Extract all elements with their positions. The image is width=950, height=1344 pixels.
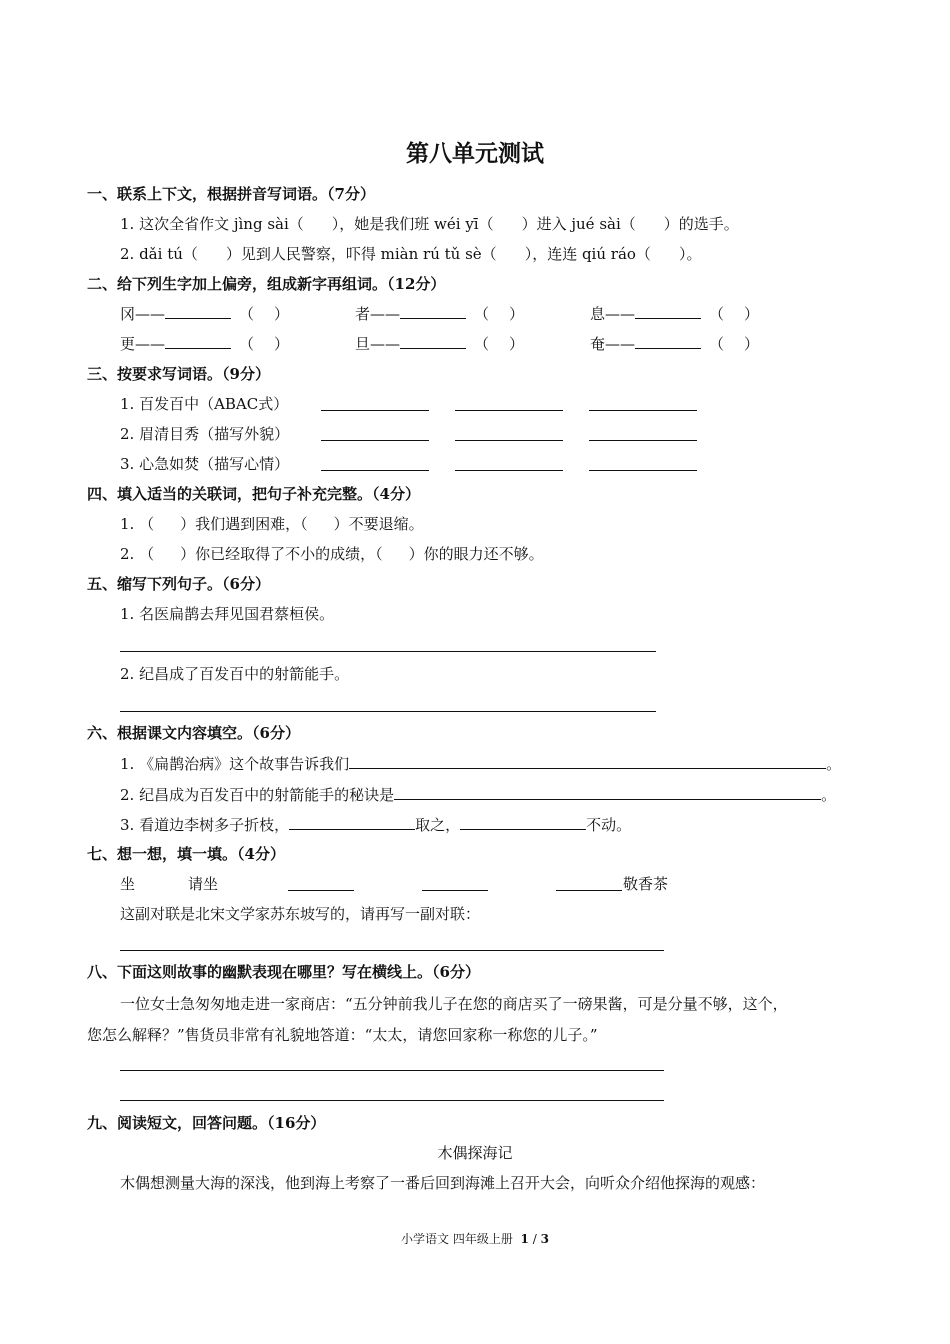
answer-line[interactable]	[120, 1100, 664, 1101]
couplet-word-2: 请坐	[188, 875, 219, 893]
s1-q1-part-b: ），她是我们班 wéi yī（	[331, 215, 494, 233]
s4-q1-part-c: ）不要退缩。	[333, 515, 424, 533]
answer-line[interactable]	[589, 440, 697, 441]
answer-line[interactable]	[321, 410, 429, 411]
s2-item	[590, 334, 759, 354]
s8-paragraph-line-1: 一位女士急匆匆地走进一家商店：“五分钟前我儿子在您的商店买了一磅果酱，可是分量不够，这个，	[120, 995, 788, 1013]
s1-q2-part-c: ），连连 qiú ráo（	[524, 245, 651, 263]
answer-line[interactable]	[120, 651, 656, 652]
s6-q3-mid: 取之，	[415, 816, 461, 834]
answer-line[interactable]	[556, 890, 622, 891]
section-1-heading: 一、联系上下文，根据拼音写词语。（7分）	[87, 185, 375, 203]
answer-blank[interactable]	[635, 334, 701, 349]
answer-blank[interactable]	[165, 334, 231, 349]
s7-note: 这副对联是北宋文学家苏东坡写的，请再写一副对联：	[120, 905, 481, 923]
section-4-heading: 四、填入适当的关联词，把句子补充完整。（4分）	[87, 485, 420, 503]
s6-question-1	[120, 754, 841, 774]
s4-question-2	[120, 544, 544, 564]
s1-question-2	[120, 244, 701, 264]
s1-q1-part-a: 1. 这次全省作文 jìng sài（	[120, 215, 304, 233]
answer-line[interactable]	[455, 440, 563, 441]
section-8-heading: 八、下面这则故事的幽默表现在哪里？写在横线上。（6分）	[87, 963, 480, 981]
s6-q2-text: 2. 纪昌成为百发百中的射箭能手的秘诀是	[120, 786, 395, 804]
s1-q2-part-a: 2. dǎi tú（	[120, 245, 198, 263]
s4-q1-part-a: 1. （	[120, 515, 155, 533]
answer-blank[interactable]	[394, 785, 821, 800]
s1-q2-part-d: ）。	[678, 245, 702, 263]
answer-blank[interactable]	[289, 815, 415, 830]
paren-left: （	[709, 335, 725, 353]
paren-right: ）	[274, 335, 290, 353]
paren-right: ）	[509, 305, 525, 323]
s1-question-1	[120, 214, 739, 234]
answer-line[interactable]	[288, 890, 354, 891]
answer-line[interactable]	[455, 470, 563, 471]
couplet-word-3: 敬香茶	[623, 875, 669, 893]
s6-q3-text: 3. 看道边李树多子折枝，	[120, 816, 290, 834]
page-total: 3	[540, 1232, 549, 1246]
s3-item-3: 3. 心急如焚（描写心情）	[120, 455, 290, 473]
s1-q1-part-c: ）进入 jué sài（	[521, 215, 636, 233]
s2-item	[355, 334, 524, 354]
s9-paragraph-1: 木偶想测量大海的深浅，他到海上考察了一番后回到海滩上召开大会，向听众介绍他探海的观感：	[120, 1174, 766, 1192]
s2-char: 更——	[120, 335, 166, 353]
section-9-heading: 九、阅读短文，回答问题。（16分）	[87, 1114, 326, 1132]
answer-line[interactable]	[120, 1070, 664, 1071]
s1-q2-part-b: ）见到人民警察，吓得 miàn rú tǔ sè（	[225, 245, 497, 263]
paren-right: ）	[274, 305, 290, 323]
s6-q1-text: 1. 《扁鹊治病》这个故事告诉我们	[120, 755, 350, 773]
answer-line[interactable]	[120, 711, 656, 712]
s4-question-1	[120, 514, 424, 534]
page-number: 1	[520, 1232, 529, 1246]
answer-line[interactable]	[455, 410, 563, 411]
s2-item	[120, 304, 289, 324]
answer-line[interactable]	[589, 410, 697, 411]
section-3-heading: 三、按要求写词语。（9分）	[87, 365, 270, 383]
s4-q2-part-b: ）你已经取得了不小的成绩，（	[180, 545, 383, 563]
s8-paragraph-line-2: 您怎么解释？”售货员非常有礼貌地答道：“太太，请您回家称一称您的儿子。”	[87, 1026, 598, 1044]
section-5-heading: 五、缩写下列句子。（6分）	[87, 575, 270, 593]
s2-char: 息——	[590, 305, 636, 323]
paren-left: （	[474, 305, 490, 323]
s5-question-1: 1. 名医扁鹊去拜见国君蔡桓侯。	[120, 605, 335, 623]
s3-item-1: 1. 百发百中（ABAC式）	[120, 395, 289, 413]
paren-right: ）	[744, 335, 760, 353]
s2-item	[355, 304, 524, 324]
answer-blank[interactable]	[349, 754, 826, 769]
paren-left: （	[709, 305, 725, 323]
s2-char: 冈——	[120, 305, 166, 323]
s2-char: 旦——	[355, 335, 401, 353]
story-title: 木偶探海记	[437, 1144, 513, 1162]
paren-left: （	[474, 335, 490, 353]
s4-q2-part-a: 2. （	[120, 545, 155, 563]
couplet-word-1: 坐	[120, 875, 136, 893]
paren-right: ）	[509, 335, 525, 353]
answer-blank[interactable]	[635, 304, 701, 319]
paren-right: ）	[744, 305, 760, 323]
page-title: 第八单元测试	[406, 140, 544, 167]
paren-left: （	[239, 305, 255, 323]
s5-question-2: 2. 纪昌成了百发百中的射箭能手。	[120, 665, 350, 683]
s4-q2-part-c: ）你的眼力还不够。	[408, 545, 544, 563]
answer-blank[interactable]	[460, 815, 586, 830]
answer-blank[interactable]	[165, 304, 231, 319]
s6-q1-end: 。	[826, 755, 842, 773]
s6-q3-end: 不动。	[586, 816, 632, 834]
section-7-heading: 七、想一想，填一填。（4分）	[87, 845, 285, 863]
s6-question-2	[120, 785, 836, 805]
answer-blank[interactable]	[400, 334, 466, 349]
section-2-heading: 二、给下列生字加上偏旁，组成新字再组词。（12分）	[87, 275, 446, 293]
answer-line[interactable]	[321, 470, 429, 471]
page-separator: /	[532, 1232, 537, 1246]
s6-q2-end: 。	[821, 786, 837, 804]
footer-text: 小学语文 四年级上册	[401, 1232, 513, 1246]
s3-item-2: 2. 眉清目秀（描写外貌）	[120, 425, 290, 443]
answer-line[interactable]	[120, 950, 664, 951]
s4-q1-part-b: ）我们遇到困难，（	[180, 515, 308, 533]
paren-left: （	[239, 335, 255, 353]
s1-q1-part-d: ）的选手。	[663, 215, 739, 233]
answer-blank[interactable]	[400, 304, 466, 319]
section-6-heading: 六、根据课文内容填空。（6分）	[87, 724, 300, 742]
answer-line[interactable]	[589, 470, 697, 471]
s2-item	[590, 304, 759, 324]
s2-char: 奄——	[590, 335, 636, 353]
s2-item	[120, 334, 289, 354]
s2-char: 者——	[355, 305, 401, 323]
page-footer	[0, 1230, 950, 1247]
s6-question-3	[120, 815, 631, 835]
answer-line[interactable]	[422, 890, 488, 891]
answer-line[interactable]	[321, 440, 429, 441]
